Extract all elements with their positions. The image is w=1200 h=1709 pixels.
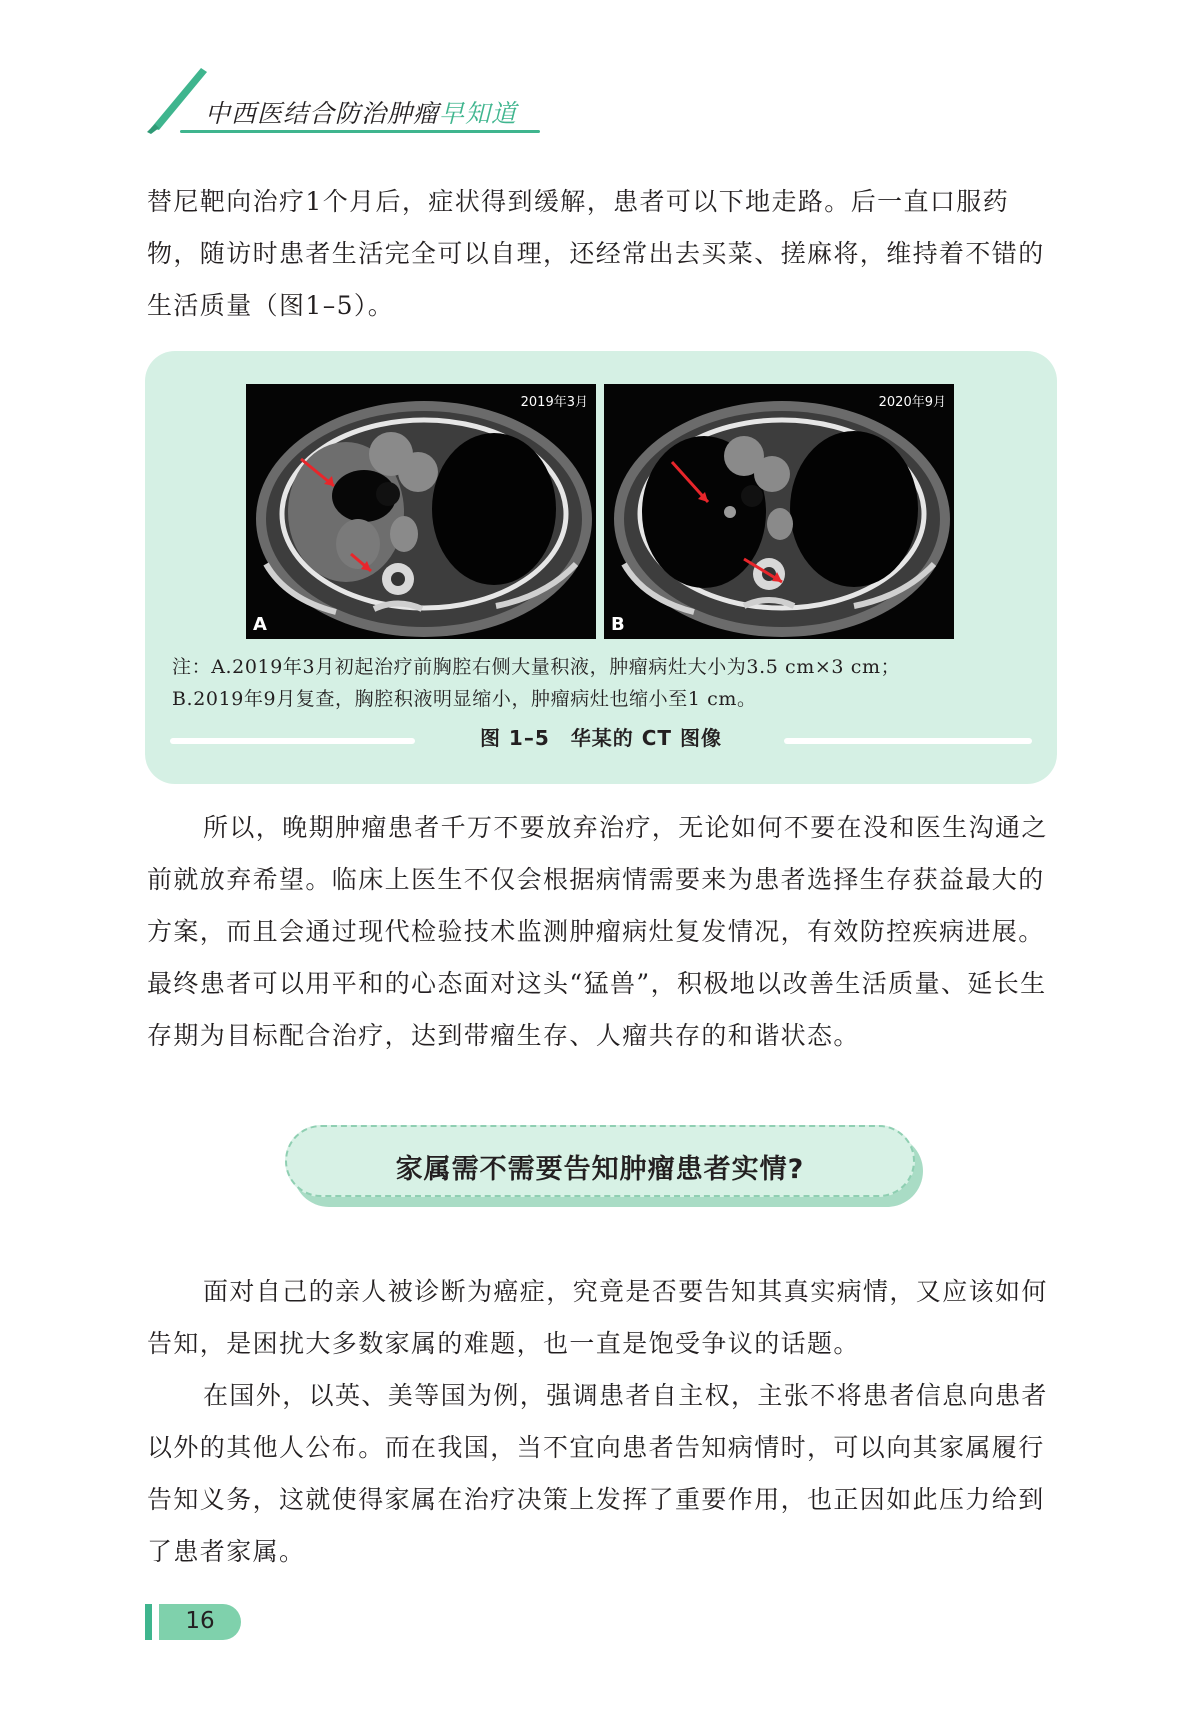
ct-scan-drawing (246, 384, 596, 639)
figure-note-line: B.2019年9月复查，胸腔积液明显缩小，肿瘤病灶也缩小至1 cm。 (172, 688, 757, 710)
ct-image-a (246, 384, 596, 639)
header-title-accent: 早知道 (439, 99, 518, 128)
page-number-bar (145, 1604, 152, 1640)
ct-date-label: 2019年3月 (520, 395, 588, 410)
page-number: 16 (185, 1608, 215, 1634)
header-title (205, 94, 517, 130)
figure-caption-row (170, 722, 1032, 756)
figure-caption: 图 1–5 华某的 CT 图像 (479, 726, 723, 750)
header-title-main: 中西医结合防治肿瘤 (205, 99, 440, 128)
running-header (145, 62, 565, 134)
ct-date-label: 2020年9月 (878, 395, 946, 410)
ct-panel-letter: B (611, 614, 625, 635)
body-paragraph: 在国外，以英、美等国为例，强调患者自主权，主张不将患者信息向患者以外的其他人公布。而在我国，当不宜向患者告知病情时，可以向其家属履行告知义务，这就使得家属在治疗决策上发挥了重要作用，也正因如此压力给到了患者家属。 (147, 1381, 1048, 1566)
ct-panel-letter: A (253, 614, 267, 635)
figure-box (145, 351, 1057, 784)
figure-note-line: 注：A.2019年3月初起治疗前胸腔右侧大量积液，肿瘤病灶大小为3.5 cm×3 cm； (172, 656, 901, 678)
section-title: 家属需不需要告知肿瘤患者实情? (395, 1154, 805, 1185)
page-number-pill (159, 1604, 241, 1640)
body-paragraph: 面对自己的亲人被诊断为癌症，究竟是否要告知其真实病情，又应该如何告知，是困扰大多数家属的难题，也一直是饱受争议的话题。 (147, 1277, 1048, 1358)
body-paragraph: 所以，晚期肿瘤患者千万不要放弃治疗，无论如何不要在没和医生沟通之前就放弃希望。临床上医生不仅会根据病情需要来为患者选择生存获益最大的方案，而且会通过现代检验技术监测肿瘤病灶复发情况，有效防控疾病进展。最终患者可以用平和的心态面对这头“猛兽”，积极地以改善生活质量、延长生存期为目标配合治疗，达到带瘤生存、人瘤共存的和谐状态。 (147, 813, 1048, 1050)
section-heading (285, 1125, 915, 1197)
ct-image-b (604, 384, 954, 639)
section-heading-pill (285, 1125, 915, 1197)
header-rule (180, 130, 540, 133)
ct-scan-drawing (604, 384, 954, 639)
body-paragraph: 替尼靶向治疗1个月后，症状得到缓解，患者可以下地走路。后一直口服药物，随访时患者生活完全可以自理，还经常出去买菜、搓麻将，维持着不错的生活质量（图1–5）。 (147, 187, 1045, 320)
